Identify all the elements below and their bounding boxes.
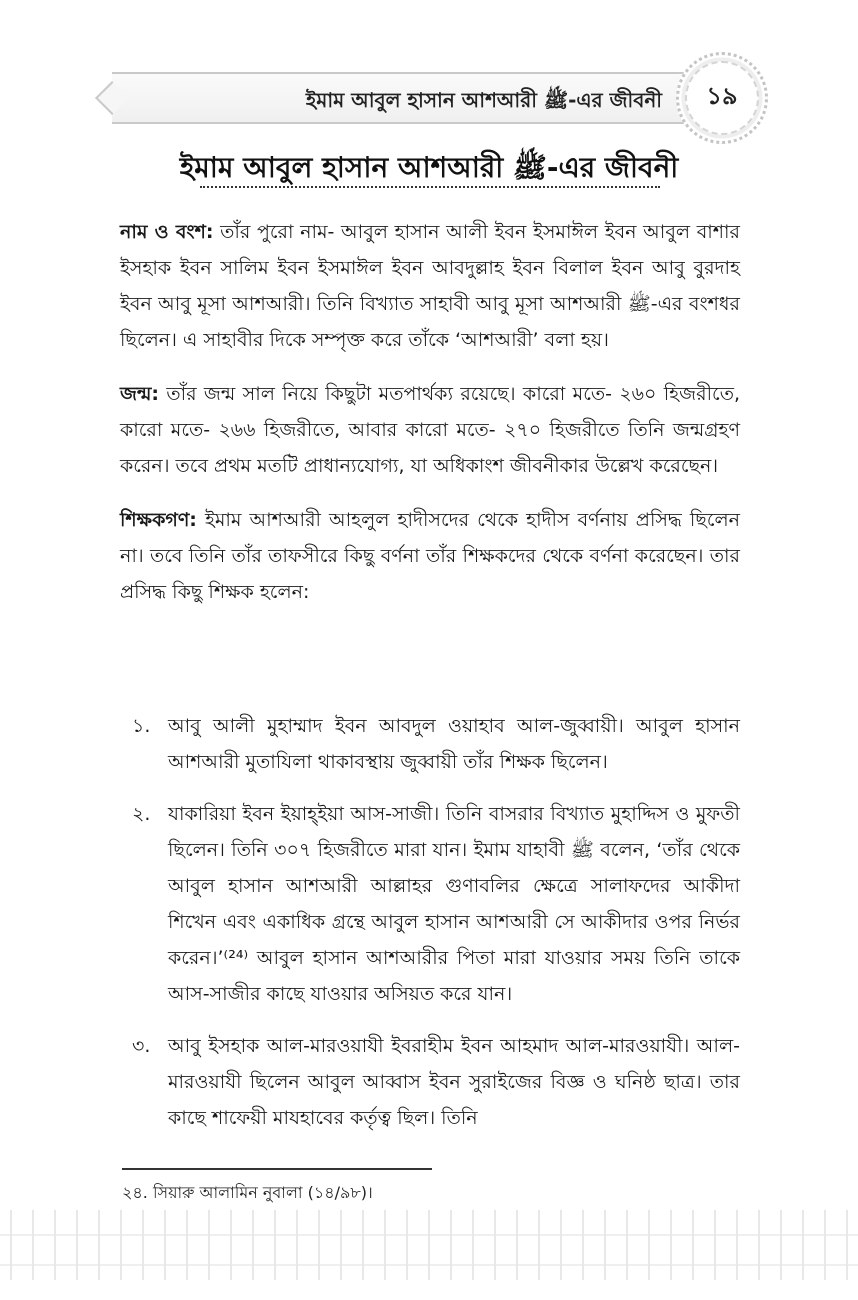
heading-dotted-rule: [200, 186, 660, 188]
paragraph-birth: [120, 376, 740, 484]
list-item: [120, 708, 740, 780]
list-marker: ৩.: [132, 1035, 151, 1057]
paragraph-teachers: [120, 502, 740, 610]
paragraph-text: তাঁর জন্ম সাল নিয়ে কিছুটা মতপার্থক্য রয়েছে। কারো মতে- ২৬০ হিজরীতে, কারো মতে- ২৬৬ হিজরীতে, আবার কারো মতে- ২৭০ হিজরীতে তিনি জন্মগ্রহণ করেন। তবে প্রথম মতটি প্রাধান্যযোগ্য, যা অধিকাংশ জীবনীকার উল্লেখ করেছেন।: [120, 383, 740, 477]
paragraph-lead: জন্ম:: [120, 383, 159, 405]
footnote-rule: [122, 1168, 432, 1170]
body-text: [120, 214, 740, 628]
list-item-text: যাকারিয়া ইবন ইয়াহ্ইয়া আস-সাজী। তিনি বাসরার বিখ্যাত মুহাদ্দিস ও মুফতী ছিলেন। তিনি ৩০৭ হিজরীতে মারা যান। ইমাম যাহাবী ﷺ বলেন, ‘তাঁর থেকে আবুল হাসান আশআরী আল্লাহর গুণাবলির ক্ষেত্রে সালাফদের আকীদা শিখেন এবং একাধিক গ্রন্থে আবুল হাসান আশআরী সে আকীদার ওপর নির্ভর করেন।’⁽²⁴⁾ আবুল হাসান আশআরীর পিতা মারা যাওয়ার সময় তিনি তাকে আস-সাজীর কাছে যাওয়ার অসিয়ত করে যান।: [168, 803, 740, 1005]
paragraph-lead: শিক্ষকগণ:: [120, 509, 197, 531]
list-item: [120, 796, 740, 1012]
list-item-text: আবু আলী মুহাম্মাদ ইবন আবদুল ওয়াহাব আল-জুব্বায়ী। আবুল হাসান আশআরী মুতাযিলা থাকাবস্থায় জুব্বায়ী তাঁর শিক্ষক ছিলেন।: [168, 715, 740, 773]
paragraph-text: ইমাম আশআরী আহলুল হাদীসদের থেকে হাদীস বর্ণনায় প্রসিদ্ধ ছিলেন না। তবে তিনি তাঁর তাফসীরে কিছু বর্ণনা তাঁর শিক্ষকদের থেকে বর্ণনা করেছেন। তার প্রসিদ্ধ কিছু শিক্ষক হলেন:: [120, 509, 740, 603]
calligraphy-ornament-band: [0, 1210, 858, 1280]
paragraph-lineage: [120, 214, 740, 358]
page-number-medallion: [676, 52, 768, 144]
page-number: ১৯: [706, 82, 738, 110]
list-item: [120, 1028, 740, 1136]
running-header: [112, 72, 722, 124]
running-title: ইমাম আবুল হাসান আশআরী ﷺ-এর জীবনী: [305, 88, 662, 112]
footnote: ২৪. সিয়ারু আলামিন নুবালা (১৪/৯৮)।: [122, 1183, 373, 1202]
list-item-text: আবু ইসহাক আল-মারওয়াযী ইবরাহীম ইবন আহমাদ আল-মারওয়াযী। আল-মারওয়াযী ছিলেন আবুল আব্বাস ইবন সুরাইজের বিজ্ঞ ও ঘনিষ্ঠ ছাত্র। তার কাছে শাফেয়ী মাযহাবের কর্তৃত্ব ছিল। তিনি: [168, 1035, 740, 1129]
list-marker: ২.: [132, 803, 151, 825]
paragraph-lead: নাম ও বংশ:: [120, 221, 214, 243]
list-marker: ১.: [132, 715, 151, 737]
teachers-list: [120, 708, 740, 1152]
chapter-title: ইমাম আবুল হাসান আশআরী ﷺ-এর জীবনী: [179, 151, 679, 184]
paragraph-text: তাঁর পুরো নাম- আবুল হাসান আলী ইবন ইসমাঈল ইবন আবুল বাশার ইসহাক ইবন সালিম ইবন ইসমাঈল ইবন আবদুল্লাহ ইবন বিলাল ইবন আবু বুরদাহ ইবন আবু মূসা আশআরী। তিনি বিখ্যাত সাহাবী আবু মূসা আশআরী ﷺ-এর বংশধর ছিলেন। এ সাহাবীর দিকে সম্পৃক্ত করে তাঁকে ‘আশআরী’ বলা হয়।: [120, 221, 740, 351]
